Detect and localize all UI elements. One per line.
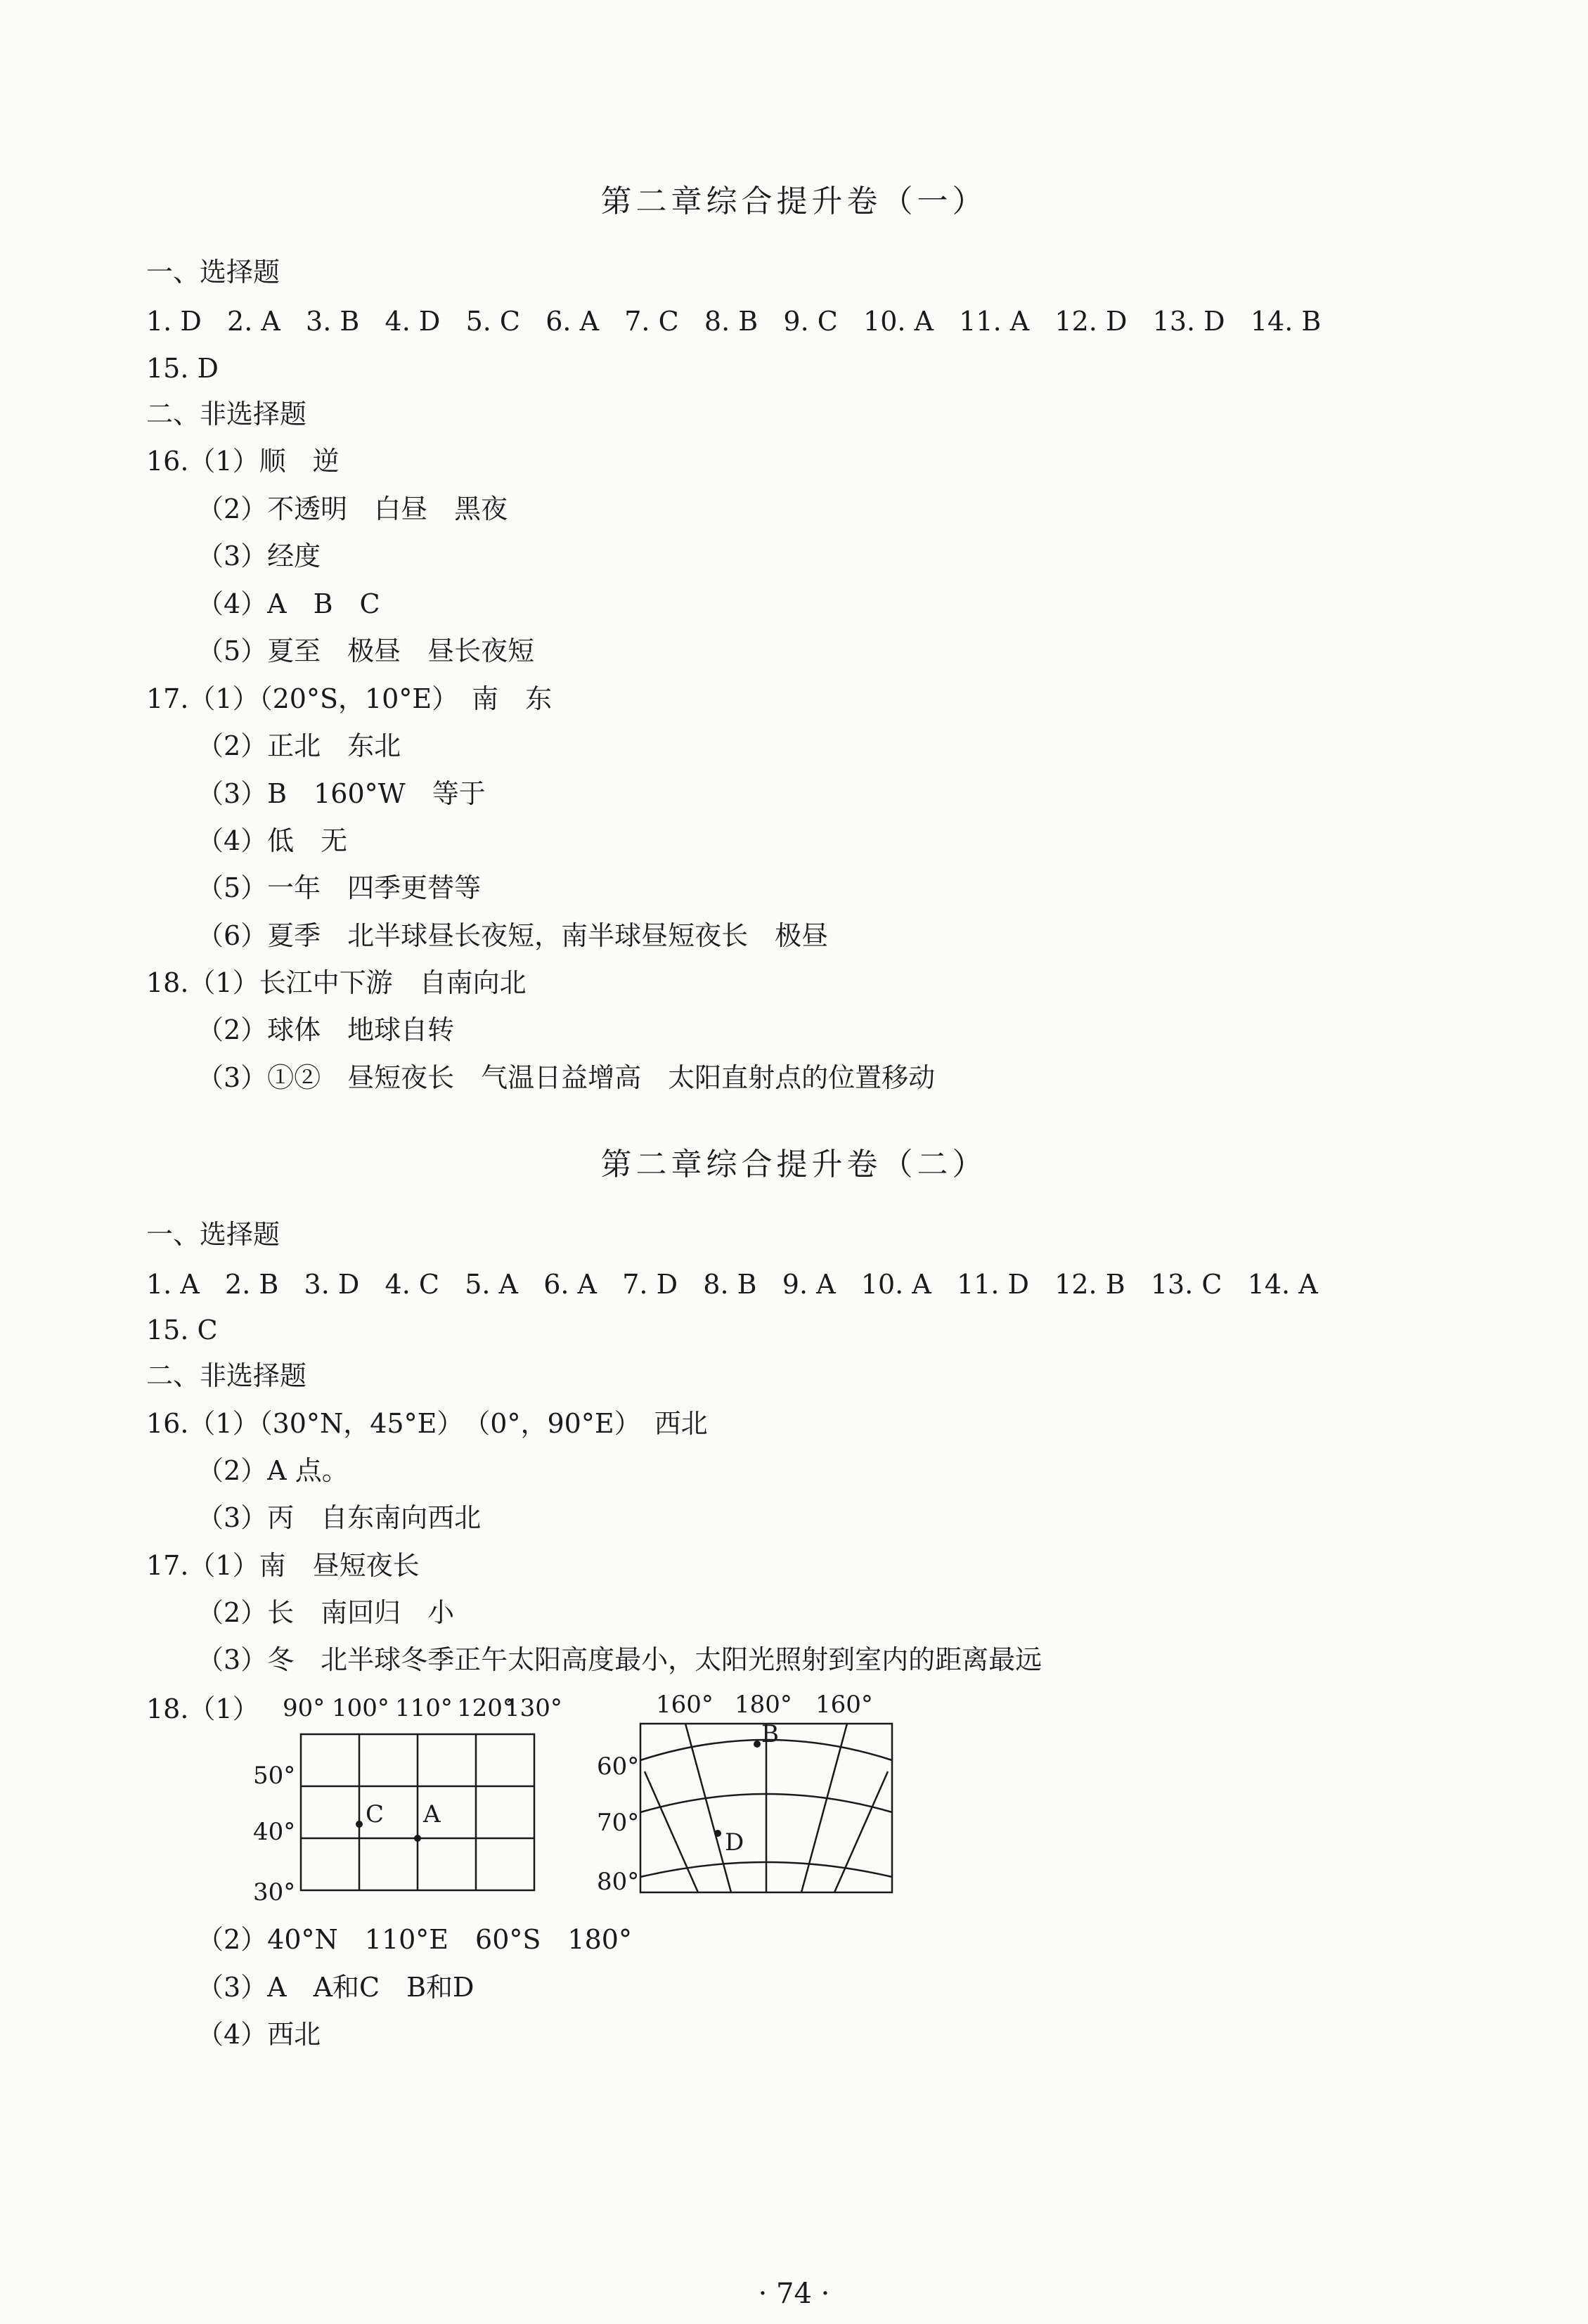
section2-title: 第二章综合提升卷（二） [600,1147,988,1182]
point-d-label: D [725,1828,744,1857]
s2-q17-3: （3）冬 北半球冬季正午太阳高度最小，太阳光照射到室内的距离最远 [197,1644,1042,1675]
section1-part1-heading: 一、选择题 [146,257,280,288]
section1-part2-heading: 二、非选择题 [146,399,307,430]
lon-label-180: 180° [735,1691,792,1719]
s1-q16-2: （2）不透明 白昼 黑夜 [197,493,508,524]
s2-q17-1: 17.（1）南 昼短夜长 [146,1550,420,1581]
s2-q17-2: （2）长 南回归 小 [197,1597,455,1628]
point-a-dot [414,1835,421,1842]
lat-lon-grid-figure [239,1691,590,1916]
s1-q17-2: （2）正北 东北 [197,730,401,761]
s1-q17-5: （5）一年 四季更替等 [197,872,482,903]
lat-label-30: 30° [253,1878,296,1906]
s2-q16-3: （3）丙 自东南向西北 [197,1502,482,1533]
section2-part2-heading: 二、非选择题 [146,1360,307,1391]
s2-q18-2: （2）40°N 110°E 60°S 180° [197,1924,632,1955]
lon-label-130: 130° [505,1694,562,1722]
point-b-label: B [761,1720,779,1748]
polar-grid-lines [640,1724,892,1892]
s2-q18-3: （3）A A和C B和D [197,1972,475,2003]
s1-q17-3: （3）B 160°W 等于 [197,778,486,809]
lat-label-70: 70° [597,1809,640,1837]
section2-mc-row1: 1. A 2. B 3. D 4. C 5. A 6. A 7. D 8. B 9. A 10. A 11. D 12. B 13. C 14. A [146,1269,1318,1300]
s1-q16-3: （3）经度 [197,541,321,572]
s1-q17-1: 17.（1）（20°S，10°E） 南 东 [146,683,553,714]
lon-label-160-left: 160° [656,1691,714,1719]
lat-label-50: 50° [253,1762,296,1790]
lon-label-100: 100° [332,1694,389,1722]
polar-grid-figure [587,1687,896,1912]
s2-q18-4: （4）西北 [197,2019,321,2050]
point-a-label: A [423,1800,441,1828]
point-c-dot [356,1821,363,1828]
section1-mc-row1: 1. D 2. A 3. B 4. D 5. C 6. A 7. C 8. B 9. C 10. A 11. A 12. D 13. D 14. B [146,306,1322,337]
s1-q18-1: 18.（1）长江中下游 自南向北 [146,967,527,998]
lat-label-40: 40° [253,1818,296,1846]
s2-q18-label: 18.（1） [146,1693,259,1724]
lon-label-160-right: 160° [815,1691,873,1719]
s1-q16-1: 16.（1）顺 逆 [146,446,340,477]
lat-label-80: 80° [597,1868,640,1896]
s1-q16-4: （4）A B C [197,588,380,619]
s1-q17-4: （4）低 无 [197,825,348,856]
grid-lines [301,1734,534,1890]
s1-q18-2: （2）球体 地球自转 [197,1014,455,1045]
section1-title: 第二章综合提升卷（一） [600,183,988,219]
s2-q16-1: 16.（1）（30°N，45°E） （0°，90°E） 西北 [146,1408,708,1439]
section2-mc-row2: 15. C [146,1315,218,1345]
lon-label-120: 120° [457,1694,515,1722]
lat-label-60: 60° [597,1752,640,1781]
s1-q16-5: （5）夏至 极昼 昼长夜短 [197,635,535,666]
point-d-dot [714,1830,721,1837]
s2-q16-2: （2）A 点。 [197,1455,349,1486]
section2-part1-heading: 一、选择题 [146,1219,280,1250]
lon-label-90: 90° [283,1694,325,1722]
point-b-dot [754,1741,761,1748]
lon-label-110: 110° [395,1694,453,1722]
section1-mc-row2: 15. D [146,353,219,384]
page-number: · 74 · [758,2278,830,2310]
point-c-label: C [366,1800,385,1828]
s1-q17-6: （6）夏季 北半球昼长夜短，南半球昼短夜长 极昼 [197,920,829,951]
s1-q18-3: （3）①② 昼短夜长 气温日益增高 太阳直射点的位置移动 [197,1062,936,1093]
